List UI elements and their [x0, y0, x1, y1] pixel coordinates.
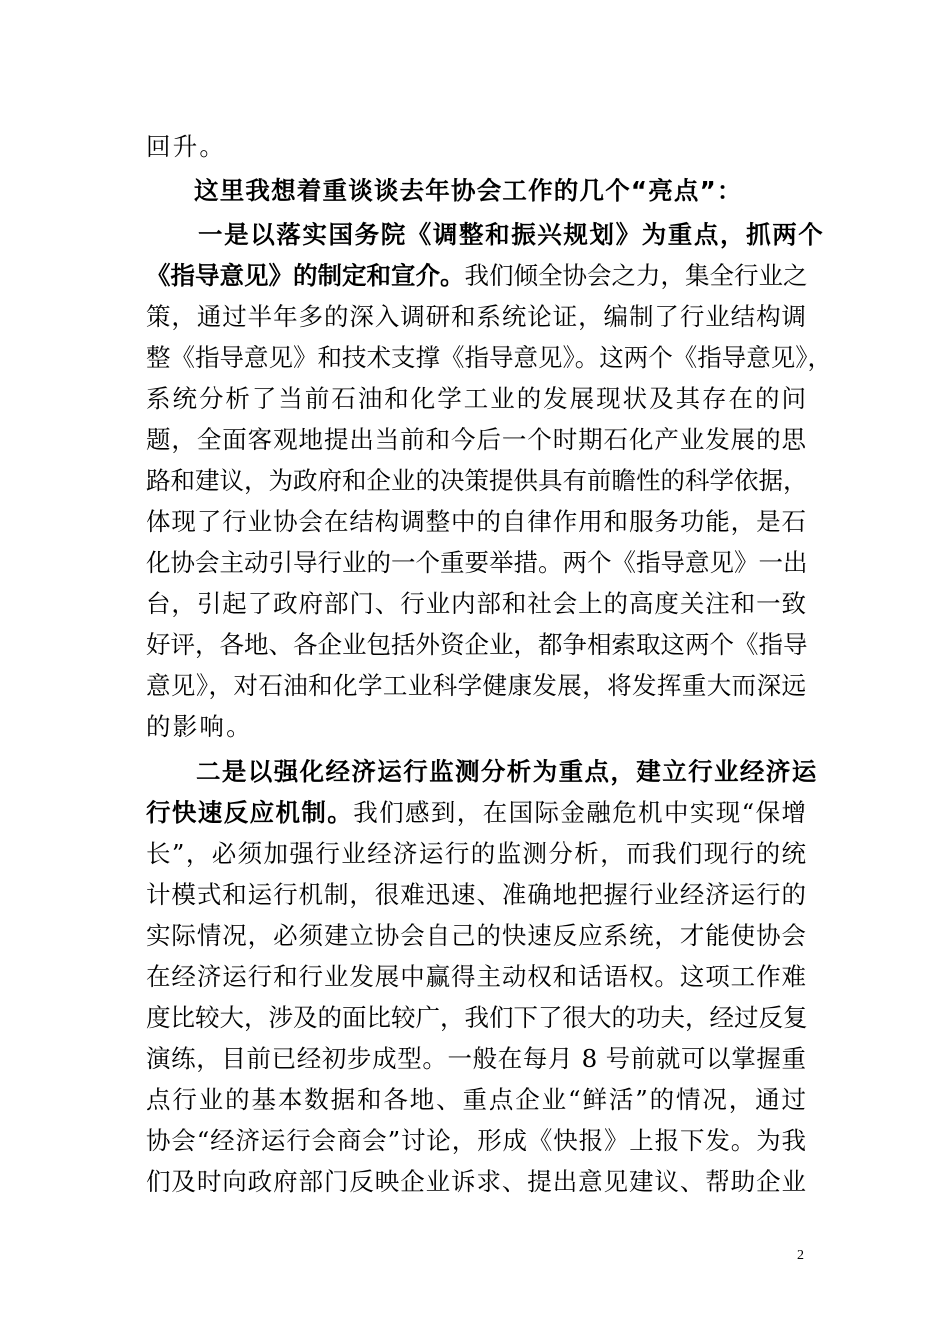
text-line: 计模式和运行机制，很难迅速、准确地把握行业经济运行的 [146, 880, 806, 909]
section-heading: 这里我想着重谈谈去年协会工作的几个“亮点”： [194, 176, 743, 205]
text-line: 点行业的基本数据和各地、重点企业“鲜活”的情况，通过 [146, 1085, 806, 1114]
text-line: 长”，必须加强行业经济运行的监测分析，而我们现行的统 [146, 839, 806, 868]
text-line: 题，全面客观地提出当前和今后一个时期石化产业发展的思 [146, 425, 806, 454]
text-line: 整《指导意见》和技术支撑《指导意见》。这两个《指导意见》， [146, 343, 832, 372]
point-one-heading-cont: 《指导意见》的制定和宣介。 [146, 261, 465, 290]
point-one-heading: 一是以落实国务院《调整和振兴规划》为重点，抓两个 [198, 220, 825, 249]
text-line: 系统分析了当前石油和化学工业的发展现状及其存在的问 [146, 384, 806, 413]
text-line: 化协会主动引导行业的一个重要举措。两个《指导意见》一出 [146, 548, 808, 577]
text-line: 协会“经济运行会商会”讨论，形成《快报》上报下发。为我 [146, 1126, 806, 1155]
text-line: 策，通过半年多的深入调研和系统论证，编制了行业结构调 [146, 302, 806, 331]
text-line: 《指导意见》的制定和宣介。我们倾全协会之力，集全行业之 [146, 261, 808, 290]
text-line: 实际情况，必须建立协会自己的快速反应系统，才能使协会 [146, 921, 806, 950]
point-two-heading-cont: 行快速反应机制。 [146, 798, 354, 827]
text-line: 台，引起了政府部门、行业内部和社会上的高度关注和一致 [146, 589, 806, 618]
text-line: 度比较大，涉及的面比较广，我们下了很大的功夫，经过反复 [146, 1003, 808, 1032]
text-line: 们及时向政府部门反映企业诉求、提出意见建议、帮助企业 [146, 1167, 806, 1196]
text-line: 好评，各地、各企业包括外资企业，都争相索取这两个《指导 [146, 630, 808, 659]
text-line: 演练，目前已经初步成型。一般在每月 8 号前就可以掌握重 [146, 1044, 806, 1073]
text-line: 行快速反应机制。我们感到，在国际金融危机中实现“保增 [146, 798, 807, 827]
text-line: 体现了行业协会在结构调整中的自律作用和服务功能，是石 [146, 507, 806, 536]
text-line: 的影响。 [146, 712, 253, 741]
text-line: 回升。 [146, 132, 227, 161]
text-line: 在经济运行和行业发展中赢得主动权和话语权。这项工作难 [146, 962, 806, 991]
text-line: 路和建议，为政府和企业的决策提供具有前瞻性的科学依据， [146, 466, 808, 495]
page-number: 2 [797, 1248, 804, 1263]
text-line: 意见》，对石油和化学工业科学健康发展，将发挥重大而深远 [146, 671, 806, 700]
point-two-heading: 二是以强化经济运行监测分析为重点，建立行业经济运 [196, 757, 818, 786]
